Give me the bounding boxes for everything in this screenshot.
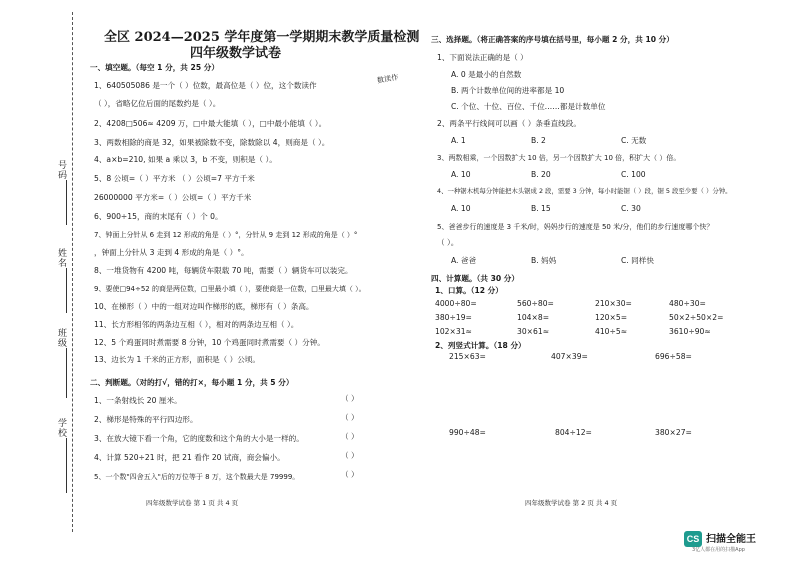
- page-footer-left: 四年级数学试卷 第 1 页 共 4 页: [146, 499, 239, 507]
- judge-item: 3、在放大镜下看一个角，它的度数和这个角的大小是一样的。: [94, 434, 304, 443]
- question-line: 1、640505086 是一个（ ）位数，最高位是（ ）位，这个数读作: [94, 81, 317, 90]
- choice-option: C. 100: [621, 170, 646, 179]
- exam-title: 全区 2024—2025 学年度第一学期期末教学质量检测: [104, 30, 420, 45]
- question-line: 11、长方形相邻的两条边互相（ ），相对的两条边互相（ ）。: [94, 320, 299, 329]
- judge-blank: （ ）: [341, 394, 359, 403]
- section-fill-blank-heading: 一、填空题。（每空 1 分，共 25 分）: [90, 63, 219, 72]
- choice-option: B. 15: [531, 204, 551, 213]
- oral-item: 3610÷90≈: [669, 327, 711, 336]
- choice-option: B. 妈妈: [531, 256, 557, 265]
- binding-label-school: 学校: [56, 418, 66, 438]
- oral-item: 102×31≈: [435, 327, 472, 336]
- oral-item: 104×8=: [517, 313, 550, 322]
- binding-fill-line: [66, 180, 67, 225]
- choice-option: A. 0 是最小的自然数: [451, 70, 522, 79]
- section-judge-heading: 二、判断题。（对的打√，错的打×，每小题 1 分，共 5 分）: [90, 378, 294, 387]
- camscanner-logo-icon: CS: [684, 531, 702, 547]
- choice-option: A. 爸爸: [451, 256, 477, 265]
- section-calc-heading: 四、计算题。（共 30 分）: [431, 274, 519, 283]
- question-line: 12、5 个鸡蛋同时煮需要 8 分钟，10 个鸡蛋同时煮需要（ ）分钟。: [94, 338, 325, 347]
- question-line: 6、900÷15，商的末尾有（ ）个 0。: [94, 212, 223, 221]
- choice-option: C. 个位、十位、百位、千位……都是计数单位: [451, 102, 606, 111]
- choice-option: B. 2: [531, 136, 546, 145]
- choice-question: 3、两数相乘，一个因数扩大 10 倍，另一个因数扩大 10 倍，积扩大（ ）倍。: [437, 154, 681, 162]
- binding-margin: [0, 0, 86, 561]
- page-footer-right: 四年级数学试卷 第 2 页 共 4 页: [525, 499, 618, 507]
- judge-blank: （ ）: [341, 432, 359, 441]
- choice-option: A. 10: [451, 170, 471, 179]
- judge-item: 2、梯形是特殊的平行四边形。: [94, 415, 198, 424]
- oral-item: 210×30=: [595, 299, 632, 308]
- judge-item: 1、一条射线长 20 厘米。: [94, 396, 182, 405]
- question-line: （ ），省略亿位后面的尾数约是（ ）。: [94, 99, 221, 108]
- question-line: 5、8 公顷=（ ）平方米 （ ）公顷=7 平方千米: [94, 174, 255, 183]
- question-line: 3、两数相除的商是 32，如果被除数不变，除数除以 4，则商是（ ）。: [94, 138, 330, 147]
- vertical-item: 696÷58=: [655, 352, 692, 361]
- vertical-item: 804÷12=: [555, 428, 592, 437]
- question-line: 2、4208□506≈ 4209 万，□中最大能填（ ），□中最小能填（ ）。: [94, 119, 327, 128]
- question-line: ，钟面上分针从 3 走到 4 形成的角是（ ）°。: [94, 248, 249, 257]
- choice-question: 1、下面说法正确的是（ ）: [437, 53, 528, 62]
- oral-item: 560÷80=: [517, 299, 554, 308]
- question-line: 4、a×b=210, 如果 a 乘以 3，b 不变，则积是（ ）。: [94, 155, 277, 164]
- choice-option: A. 1: [451, 136, 466, 145]
- binding-fill-line: [66, 268, 67, 313]
- judge-item: 4、计算 520÷21 时，把 21 看作 20 试商，商会偏小。: [94, 453, 285, 462]
- choice-question: 2、两条平行线间可以画（ ）条垂直线段。: [437, 119, 581, 128]
- question-line: 26000000 平方米=（ ）公顷=（ ）平方千米: [94, 193, 252, 202]
- cut-line: [72, 12, 73, 532]
- choice-option: B. 两个计数单位间的进率都是 10: [451, 86, 565, 95]
- binding-label-class: 班级: [56, 328, 66, 348]
- scanner-watermark: [684, 529, 784, 553]
- section-choice-heading: 三、选择题。（将正确答案的序号填在括号里，每小题 2 分，共 10 分）: [431, 35, 674, 44]
- vertical-item: 380×27=: [655, 428, 692, 437]
- oral-item: 410÷5≈: [595, 327, 628, 336]
- choice-option: B. 20: [531, 170, 551, 179]
- oral-item: 4000÷80=: [435, 299, 477, 308]
- question-line: 9、要使□94÷52 的商是两位数，□里最小填（ ），要使商是一位数，□里最大填（ ）。: [94, 285, 366, 293]
- choice-question: 4、一种锯木机每分钟能把木头锯成 2 段，需要 3 分钟，每小时能锯（ ）段，锯 5 段至少要（ ）分钟。: [437, 187, 732, 195]
- binding-fill-line: [66, 348, 67, 398]
- choice-question: 5、爸爸步行的速度是 3 千米/时，妈妈步行的速度是 50 米/分，他们的步行速度哪个快？: [437, 223, 714, 231]
- judge-item: 5、一个数"四舍五入"后的万位等于 8 万，这个数最大是 79999。: [94, 473, 300, 481]
- choice-option: C. 同样快: [621, 256, 654, 265]
- vertical-item: 990÷48=: [449, 428, 486, 437]
- brand-name: 扫描全能王: [706, 534, 756, 545]
- judge-blank: （ ）: [341, 470, 359, 479]
- oral-item: 50×2÷50×2=: [669, 313, 724, 322]
- question-line: 7、钟面上分针从 6 走到 12 形成的角是（ ）°，分针从 9 走到 12 形成的角是（ ）°: [94, 231, 358, 239]
- judge-blank: （ ）: [341, 451, 359, 460]
- oral-item: 30×61≈: [517, 327, 550, 336]
- choice-option: A. 10: [451, 204, 471, 213]
- oral-item: 120×5=: [595, 313, 628, 322]
- oral-calc-heading: 1、口算。（12 分）: [435, 286, 503, 295]
- curved-text: 数读作: [376, 72, 400, 86]
- vertical-item: 407×39=: [551, 352, 588, 361]
- oral-item: 380÷19=: [435, 313, 472, 322]
- question-line: 13、边长为 1 千米的正方形，面积是（ ）公顷。: [94, 355, 261, 364]
- choice-question-blank: （ ）。: [437, 238, 459, 247]
- choice-option: C. 无数: [621, 136, 647, 145]
- brand-tagline: 3亿人都在用的扫描App: [692, 547, 745, 553]
- exam-subtitle: 四年级数学试卷: [190, 46, 282, 61]
- judge-blank: （ ）: [341, 413, 359, 422]
- choice-option: C. 30: [621, 204, 641, 213]
- binding-fill-line: [66, 438, 67, 493]
- binding-label-name: 姓名: [56, 248, 66, 268]
- oral-item: 480÷30=: [669, 299, 706, 308]
- binding-label-number: 号码: [56, 160, 66, 180]
- question-line: 8、一堆货物有 4200 吨，每辆货车限载 70 吨，需要（ ）辆货车可以装完。: [94, 266, 353, 275]
- question-line: 10、在梯形（ ）中的一组对边叫作梯形的底，梯形有（ ）条高。: [94, 302, 314, 311]
- vertical-calc-heading: 2、列竖式计算。（18 分）: [435, 341, 526, 350]
- vertical-item: 215×63=: [449, 352, 486, 361]
